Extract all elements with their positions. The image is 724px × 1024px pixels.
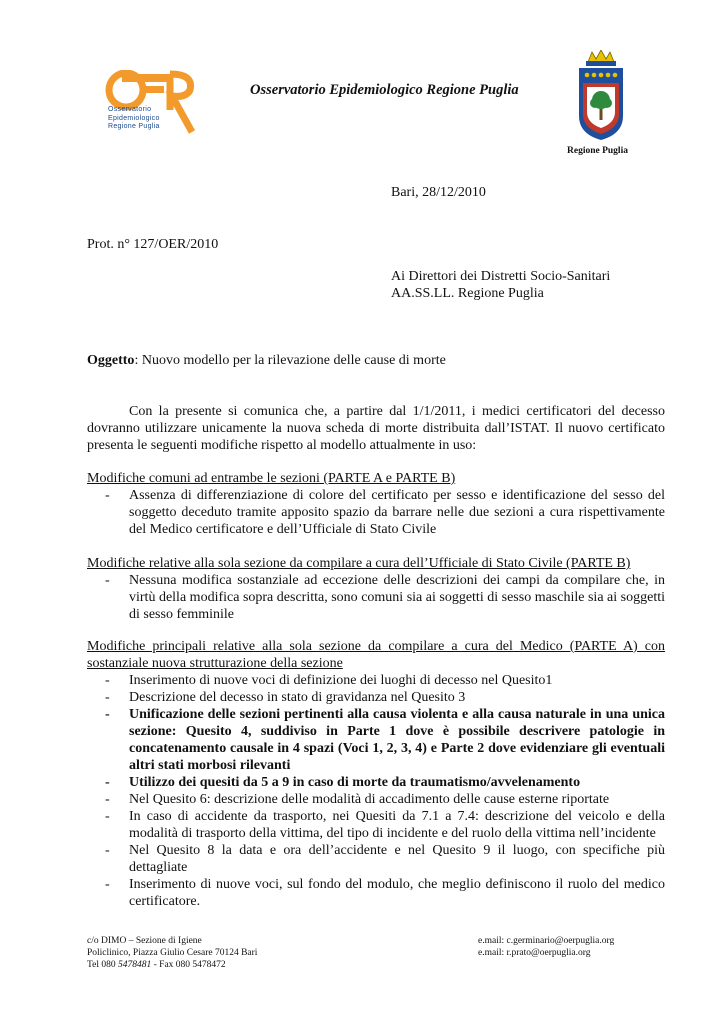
footer-line: c/o DIMO – Sezione di Igiene	[87, 936, 202, 946]
section-common	[87, 470, 665, 538]
footer-tel-prefix: Tel 080	[87, 960, 118, 970]
footer-fax: - Fax 080 5478472	[151, 960, 226, 970]
section-heading: Modifiche comuni ad entrambe le sezioni (PARTE A e PARTE B)	[87, 471, 456, 486]
list-item: - Inserimento di nuove voci di definizione dei luoghi di decesso nel Quesito1	[105, 673, 553, 688]
list-item: - In caso di accidente da trasporto, nei Quesiti da 7.1 a 7.4: descrizione del veicolo e della modalità di trasporto della vittima, del tipo di incidente e del ruolo della vittima nell’incidente	[105, 809, 665, 841]
list-item: - Inserimento di nuove voci, sul fondo del modulo, che meglio definiscono il ruolo del medico certificatore.	[105, 877, 665, 909]
recipients	[391, 268, 610, 302]
region-label: Regione Puglia	[567, 146, 628, 156]
letter-date: Bari, 28/12/2010	[391, 185, 486, 200]
subject-text: : Nuovo modello per la rilevazione delle cause di morte	[134, 353, 446, 368]
list-item: - Unificazione delle sezioni pertinenti alla causa violenta e alla causa naturale in una unica sezione: Quesito 4, suddiviso in Parte 1 dove è possibile descrivere patologie in concatenamento causale in 4 spazi (Voci 1, 2, 3, 4) e Parte 2 dove evidenziare gli eventuali altri stati morbosi rilevanti	[105, 707, 665, 773]
oer-logo	[100, 70, 200, 138]
list-item-text: Inserimento di nuove voci di definizione dei luoghi di decesso nel Quesito1	[129, 673, 553, 688]
oer-logo-line: Epidemiologico	[108, 114, 160, 122]
footer-email[interactable]: e.mail: c.germinario@oerpuglia.org	[478, 936, 615, 946]
footer-line: Policlinico, Piazza Giulio Cesare 70124 Bari	[87, 948, 258, 958]
list-item: - Descrizione del decesso in stato di gravidanza nel Quesito 3	[105, 690, 466, 705]
list-item: - Nel Quesito 6: descrizione delle modalità di accadimento delle cause esterne riportate	[105, 792, 610, 807]
section-heading: Modifiche relative alla sola sezione da compilare a cura dell’Ufficiale di Stato Civile (PARTE B)	[87, 556, 631, 571]
footer-address	[87, 935, 257, 971]
list-item: - Assenza di differenziazione di colore del certificato per sesso e identificazione del sesso del soggetto deceduto tramite apposito spazio da barrare nelle due sezioni a cura rispettivamente del Medico certificatore e dell’Ufficiale di Stato Civile	[105, 488, 665, 537]
section-heading: Modifiche principali relative alla sola sezione da compilare a cura del Medico (PARTE A) con sostanziale nuova strutturazione della sezione	[87, 639, 665, 671]
region-crest	[576, 50, 626, 142]
list-item-text: Utilizzo dei quesiti da 5 a 9 in caso di morte da traumatismo/avvelenamento	[129, 775, 581, 790]
list-item-text: Nessuna modifica sostanziale ad eccezione delle descrizioni dei campi da compilare che, in virtù della modifica sopra descritta, sono comuni sia ai soggetti di sesso maschile sia ai soggetti di sesso femminile	[129, 573, 665, 622]
list-item: - Utilizzo dei quesiti da 5 a 9 in caso di morte da traumatismo/avvelenamento	[105, 775, 581, 790]
list-item-text: Assenza di differenziazione di colore del certificato per sesso e identificazione del sesso del soggetto deceduto tramite apposito spazio da barrare nelle due sezioni a cura rispettivamente del Medico certificatore e dell’Ufficiale di Stato Civile	[129, 488, 665, 537]
list-item: - Nessuna modifica sostanziale ad eccezione delle descrizioni dei campi da compilare che, in virtù della modifica sopra descritta, sono comuni sia ai soggetti di sesso maschile sia ai soggetti di sesso femminile	[105, 573, 665, 622]
oer-logo-line: Regione Puglia	[108, 123, 160, 130]
list-item-text: Nel Quesito 8 la data e ora dell’accidente e nel Quesito 9 il luogo, con specifiche più dettagliate	[129, 843, 665, 875]
intro-paragraph	[87, 403, 665, 454]
section-part-a	[87, 638, 665, 910]
footer-email[interactable]: e.mail: r.prato@oerpuglia.org	[478, 948, 591, 958]
crest-icon	[576, 50, 626, 142]
subject-label: Oggetto	[87, 353, 135, 368]
list-item-text: Descrizione del decesso in stato di gravidanza nel Quesito 3	[129, 690, 466, 705]
list-item-text: In caso di accidente da trasporto, nei Quesiti da 7.1 a 7.4: descrizione del veicolo e della modalità di trasporto della vittima, del tipo di incidente e del ruolo della vittima nell’incidente	[129, 809, 665, 841]
oer-logo-line: Osservatorio	[108, 106, 152, 113]
subject-line	[87, 352, 446, 369]
page-title: Osservatorio Epidemiologico Regione Puglia	[250, 82, 519, 98]
footer-tel-number: 5478481	[118, 960, 152, 970]
list-item-text: Nel Quesito 6: descrizione delle modalità di accadimento delle cause esterne riportate	[129, 792, 610, 807]
protocol-number: Prot. n° 127/OER/2010	[87, 237, 219, 252]
list-item: - Nel Quesito 8 la data e ora dell’accidente e nel Quesito 9 il luogo, con specifiche più dettagliate	[105, 843, 665, 875]
intro-text: Con la presente si comunica che, a partire dal 1/1/2011, i medici certificatori del decesso dovranno utilizzare unicamente la nuova scheda di morte distribuita dall’ISTAT. Il nuovo certificato presenta le seguenti modifiche rispetto al modello attualmente in uso:	[87, 404, 665, 453]
footer-phone	[87, 959, 257, 971]
recipient-line: Ai Direttori dei Distretti Socio-Sanitari	[391, 269, 611, 284]
section-part-b	[87, 555, 665, 623]
footer-emails	[478, 935, 614, 959]
list-item-text: Inserimento di nuove voci, sul fondo del modulo, che meglio definiscono il ruolo del medico certificatore.	[129, 877, 665, 909]
oer-logo-text	[108, 106, 160, 132]
list-item-text: Unificazione delle sezioni pertinenti alla causa violenta e alla causa naturale in una unica sezione: Quesito 4, suddiviso in Parte 1 dove è possibile descrivere patologie in concatenamento causale in 4 spazi (Voci 1, 2, 3, 4) e Parte 2 dove evidenziare gli eventuali altri stati morbosi rilevanti	[129, 707, 665, 773]
recipient-line: AA.SS.LL. Regione Puglia	[391, 286, 544, 301]
